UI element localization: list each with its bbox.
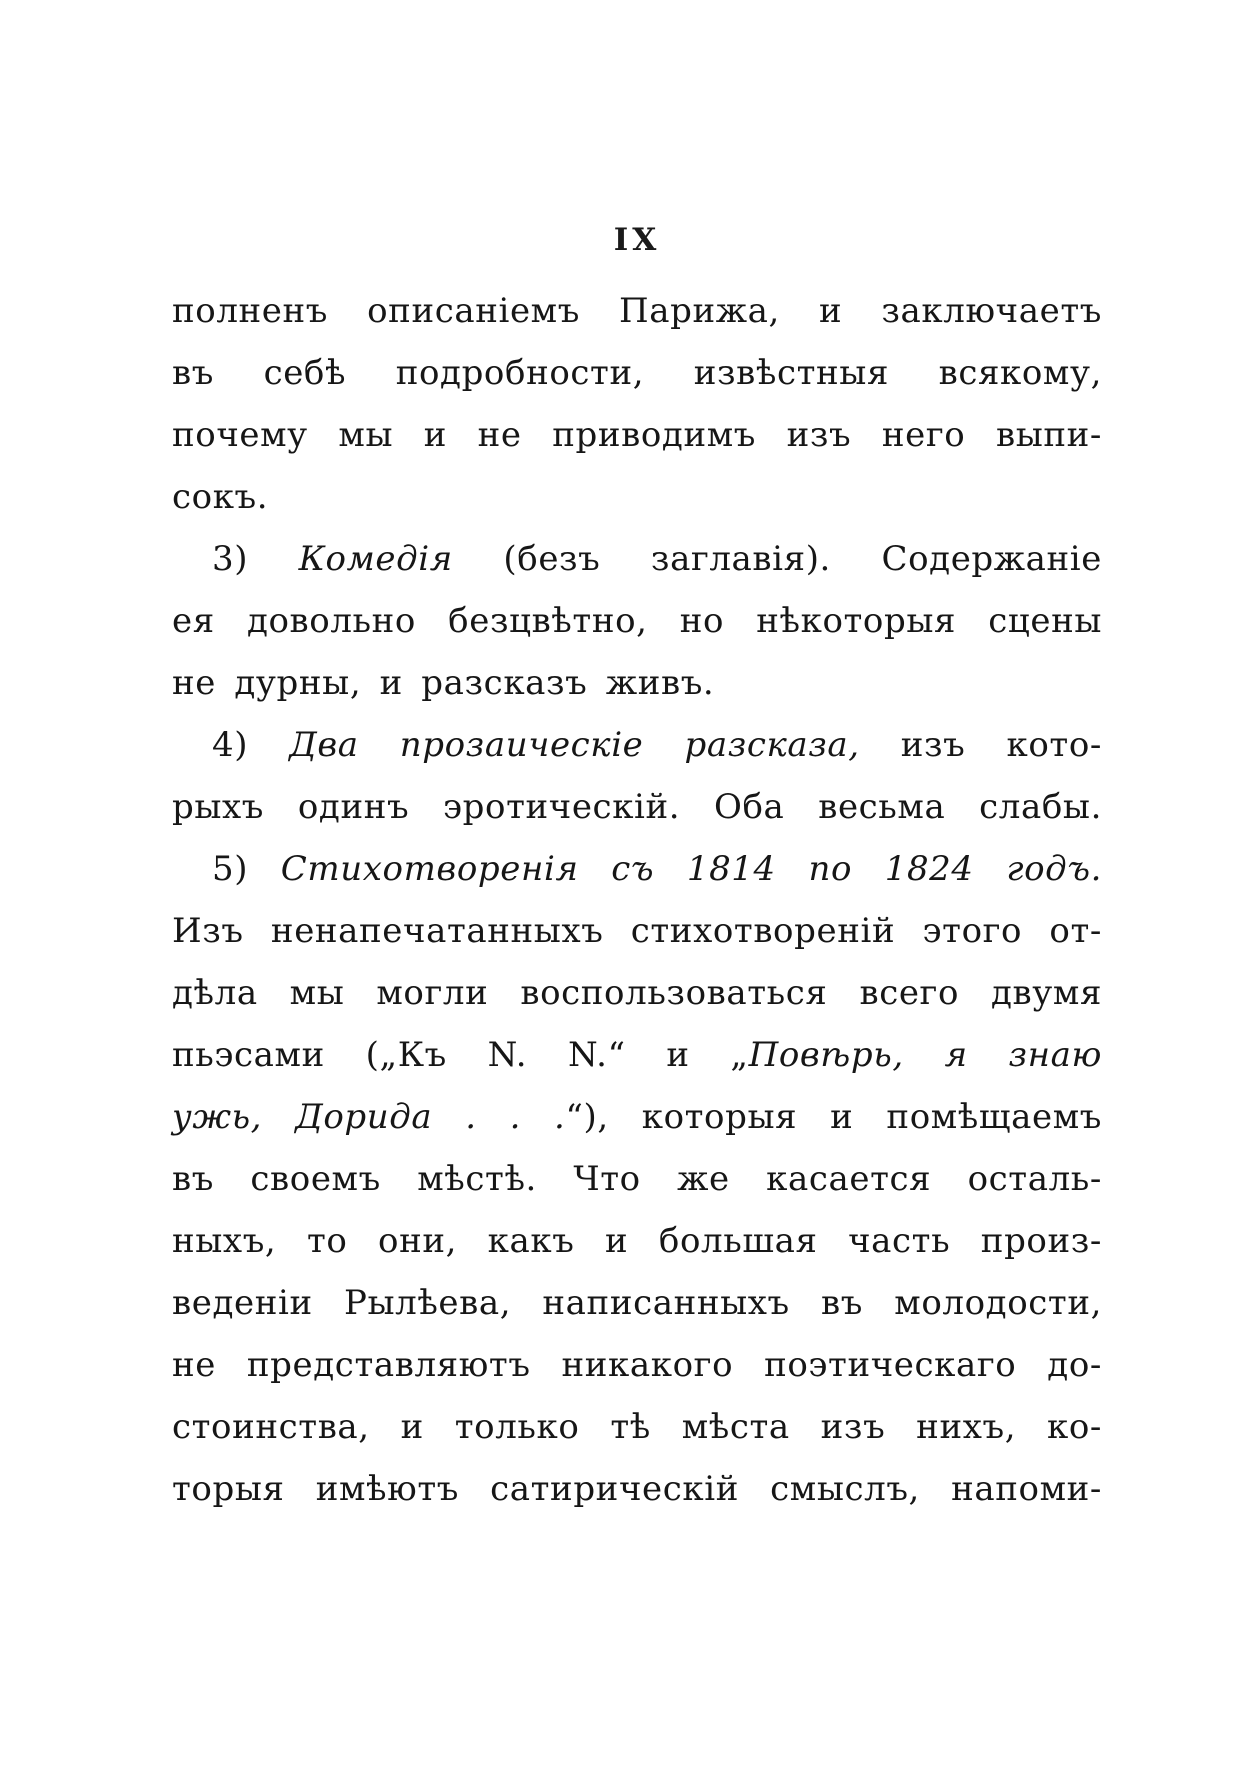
text-line [172, 1210, 1102, 1272]
text-line [172, 280, 1102, 342]
text-segment: дѣла мы могли воспользоваться всего двумя [172, 973, 1102, 1013]
text-line [172, 590, 1102, 652]
page-text [172, 280, 1102, 1520]
text-line [172, 714, 1102, 776]
text-line [172, 1334, 1102, 1396]
text-segment: въ своемъ мѣстѣ. Что же касается осталь- [172, 1159, 1102, 1199]
text-segment: “), которыя и помѣщаемъ [565, 1097, 1102, 1137]
text-line [172, 1148, 1102, 1210]
italic-text-segment: ужь, Дорида . . . [172, 1097, 566, 1137]
page-number: IX [613, 222, 661, 258]
text-segment: почему мы и не приводимъ изъ него выпи- [172, 415, 1102, 455]
text-segment: торыя имѣютъ сатирическій смыслъ, напоми- [172, 1469, 1102, 1509]
text-line [172, 1396, 1102, 1458]
text-line [172, 838, 1102, 900]
text-line [172, 652, 1102, 714]
text-line [172, 1024, 1102, 1086]
text-segment: стоинства, и только тѣ мѣста изъ нихъ, ко- [172, 1407, 1102, 1447]
text-segment: веденіи Рылѣева, написанныхъ въ молодости, [172, 1283, 1102, 1323]
text-line [172, 466, 1102, 528]
text-line [172, 528, 1102, 590]
italic-text-segment: Повѣрь, я знаю [748, 1035, 1102, 1075]
text-line [172, 900, 1102, 962]
text-line [172, 776, 1102, 838]
italic-text-segment: Стихотворенія съ 1814 по 1824 годъ. [280, 849, 1102, 889]
italic-text-segment: Комедія [298, 539, 453, 579]
text-segment: полненъ описаніемъ Парижа, и заключаетъ [172, 291, 1102, 331]
text-segment: 4) [212, 725, 290, 765]
text-segment: рыхъ одинъ эротическій. Оба весьма слабы. [172, 787, 1102, 827]
italic-text-segment: Два прозаическіе разсказа, [289, 725, 860, 765]
text-segment: Изъ ненапечатанныхъ стихотвореній этого от- [172, 911, 1102, 951]
text-segment: сокъ. [172, 477, 269, 517]
text-segment: не представляютъ никакого поэтическаго до- [172, 1345, 1102, 1385]
text-segment: ныхъ, то они, какъ и большая часть произ- [172, 1221, 1102, 1261]
text-segment: не дурны, и разсказъ живъ. [172, 663, 715, 703]
text-segment: (безъ заглавія). Содержаніе [452, 539, 1102, 579]
text-line [172, 962, 1102, 1024]
text-line [172, 1458, 1102, 1520]
text-line [172, 1086, 1102, 1148]
text-segment: въ себѣ подробности, извѣстныя всякому, [172, 353, 1102, 393]
text-segment: изъ кото- [859, 725, 1102, 765]
text-segment: пьэсами („Къ N. N.“ и „ [172, 1035, 749, 1075]
text-segment: ея довольно безцвѣтно, но нѣкоторыя сцены [172, 601, 1102, 641]
text-line [172, 404, 1102, 466]
text-segment: 5) [212, 849, 281, 889]
text-line [172, 1272, 1102, 1334]
text-line [172, 342, 1102, 404]
text-segment: 3) [212, 539, 299, 579]
